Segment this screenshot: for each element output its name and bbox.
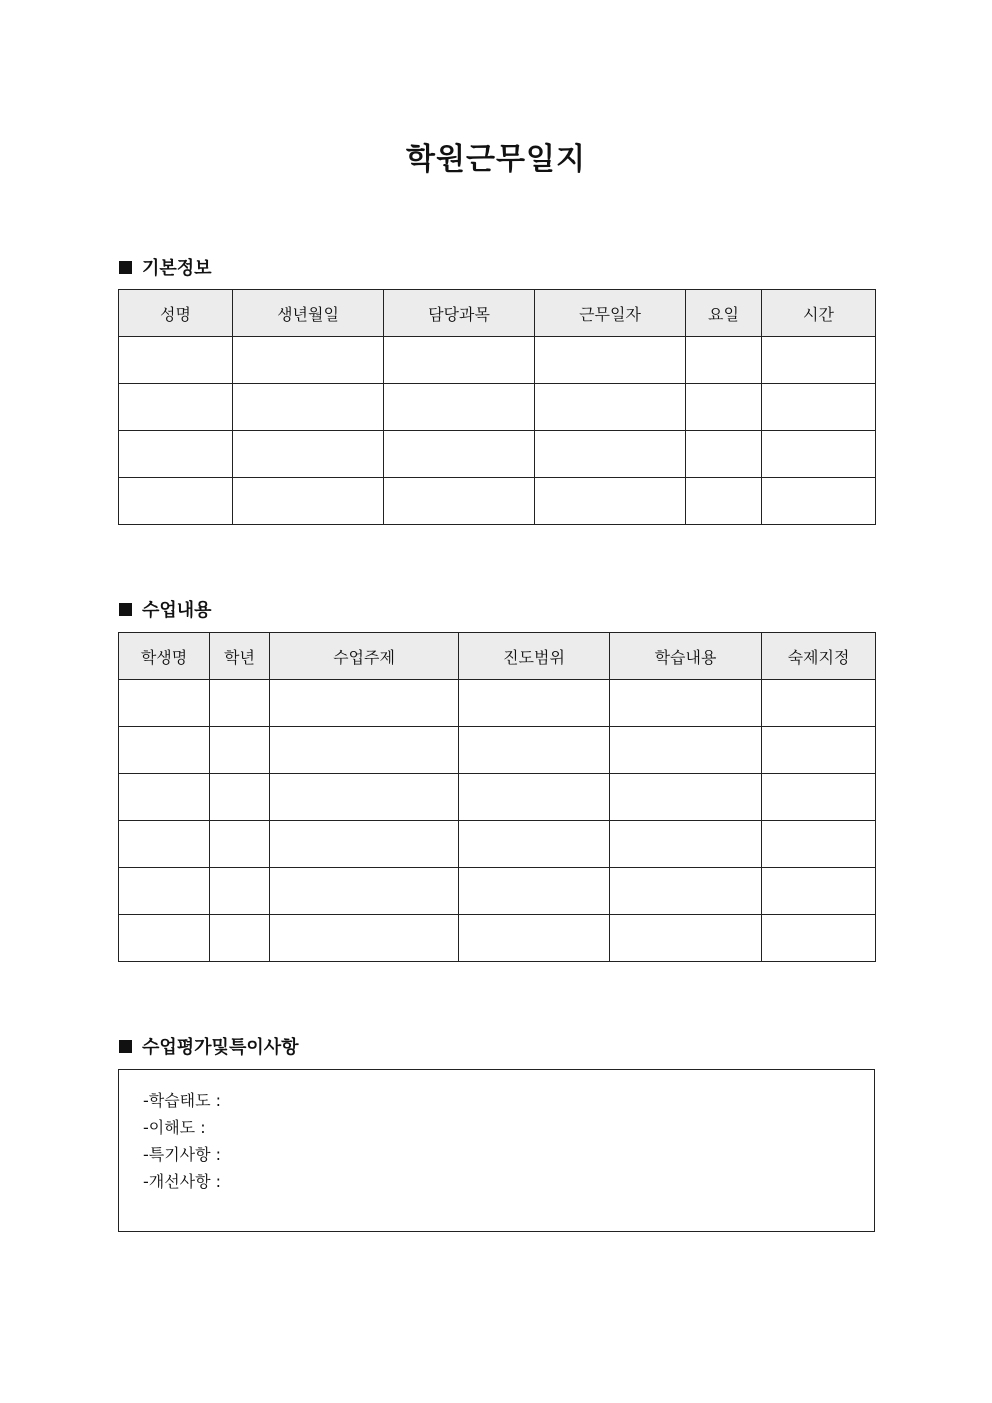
table-row [119, 478, 876, 525]
table-cell[interactable] [762, 337, 876, 384]
table-row [119, 680, 876, 727]
basic-info-table-body [119, 337, 876, 525]
table-cell[interactable] [119, 337, 233, 384]
table-cell[interactable] [459, 821, 610, 868]
column-header-birthdate: 생년월일 [233, 290, 384, 337]
section-heading-label: 기본정보 [142, 258, 212, 279]
table-cell[interactable] [210, 915, 270, 962]
column-header-grade: 학년 [210, 633, 270, 680]
table-cell[interactable] [270, 774, 459, 821]
table-cell[interactable] [270, 868, 459, 915]
table-cell[interactable] [686, 478, 762, 525]
column-header-progress-range: 진도범위 [459, 633, 610, 680]
table-cell[interactable] [762, 384, 876, 431]
table-cell[interactable] [686, 431, 762, 478]
table-cell[interactable] [762, 680, 876, 727]
lesson-content-table-body [119, 680, 876, 962]
basic-info-table [118, 289, 876, 525]
remarks-attitude: -학습태도 : [143, 1091, 222, 1110]
table-row [119, 868, 876, 915]
lesson-content-table [118, 632, 876, 962]
table-row [119, 431, 876, 478]
table-cell[interactable] [610, 774, 762, 821]
table-cell[interactable] [119, 680, 210, 727]
column-header-weekday: 요일 [686, 290, 762, 337]
column-header-learning-content: 학습내용 [610, 633, 762, 680]
table-cell[interactable] [762, 727, 876, 774]
table-cell[interactable] [210, 821, 270, 868]
table-cell[interactable] [459, 774, 610, 821]
table-row [119, 915, 876, 962]
table-cell[interactable] [270, 821, 459, 868]
column-header-homework: 숙제지정 [762, 633, 876, 680]
table-cell[interactable] [535, 431, 686, 478]
page-title: 학원근무일지 [406, 142, 586, 177]
table-cell[interactable] [610, 727, 762, 774]
column-header-lesson-topic: 수업주제 [270, 633, 459, 680]
table-cell[interactable] [210, 727, 270, 774]
table-cell[interactable] [762, 821, 876, 868]
table-cell[interactable] [459, 915, 610, 962]
table-cell[interactable] [459, 868, 610, 915]
table-header-row [119, 633, 876, 680]
table-cell[interactable] [233, 384, 384, 431]
table-cell[interactable] [686, 384, 762, 431]
table-cell[interactable] [119, 868, 210, 915]
table-cell[interactable] [384, 384, 535, 431]
table-cell[interactable] [610, 868, 762, 915]
table-cell[interactable] [762, 774, 876, 821]
table-cell[interactable] [610, 915, 762, 962]
square-bullet-icon [119, 261, 132, 274]
table-cell[interactable] [610, 680, 762, 727]
table-cell[interactable] [762, 478, 876, 525]
table-cell[interactable] [119, 727, 210, 774]
column-header-name: 성명 [119, 290, 233, 337]
table-cell[interactable] [210, 680, 270, 727]
table-cell[interactable] [459, 727, 610, 774]
square-bullet-icon [119, 603, 132, 616]
column-header-time: 시간 [762, 290, 876, 337]
table-cell[interactable] [686, 337, 762, 384]
table-cell[interactable] [535, 478, 686, 525]
table-cell[interactable] [535, 384, 686, 431]
section-heading-evaluation [119, 1033, 299, 1059]
table-cell[interactable] [762, 915, 876, 962]
table-cell[interactable] [384, 478, 535, 525]
column-header-student-name: 학생명 [119, 633, 210, 680]
table-cell[interactable] [270, 680, 459, 727]
table-cell[interactable] [119, 384, 233, 431]
table-cell[interactable] [210, 774, 270, 821]
section-heading-label: 수업평가및특이사항 [142, 1037, 299, 1058]
table-cell[interactable] [270, 727, 459, 774]
table-cell[interactable] [535, 337, 686, 384]
table-cell[interactable] [233, 478, 384, 525]
section-heading-basic [119, 254, 212, 280]
table-header-row [119, 290, 876, 337]
section-heading-lessons [119, 596, 212, 622]
table-cell[interactable] [119, 431, 233, 478]
remarks-special-notes: -특기사항 : [143, 1145, 222, 1164]
remarks-lines [119, 1070, 874, 1195]
table-cell[interactable] [233, 431, 384, 478]
evaluation-remarks-box[interactable] [118, 1069, 875, 1232]
table-row [119, 821, 876, 868]
table-cell[interactable] [384, 337, 535, 384]
column-header-subject: 담당과목 [384, 290, 535, 337]
table-cell[interactable] [610, 821, 762, 868]
table-cell[interactable] [233, 337, 384, 384]
table-cell[interactable] [210, 868, 270, 915]
remarks-improvements: -개선사항 : [143, 1172, 222, 1191]
table-cell[interactable] [119, 915, 210, 962]
section-heading-label: 수업내용 [142, 600, 212, 621]
table-cell[interactable] [762, 431, 876, 478]
remarks-understanding: -이해도 : [143, 1118, 206, 1137]
table-cell[interactable] [384, 431, 535, 478]
column-header-work-date: 근무일자 [535, 290, 686, 337]
table-row [119, 384, 876, 431]
table-row [119, 337, 876, 384]
table-cell[interactable] [119, 478, 233, 525]
table-cell[interactable] [119, 774, 210, 821]
square-bullet-icon [119, 1040, 132, 1053]
table-cell[interactable] [459, 680, 610, 727]
table-row [119, 727, 876, 774]
table-row [119, 774, 876, 821]
table-cell[interactable] [762, 868, 876, 915]
table-cell[interactable] [119, 821, 210, 868]
table-cell[interactable] [270, 915, 459, 962]
